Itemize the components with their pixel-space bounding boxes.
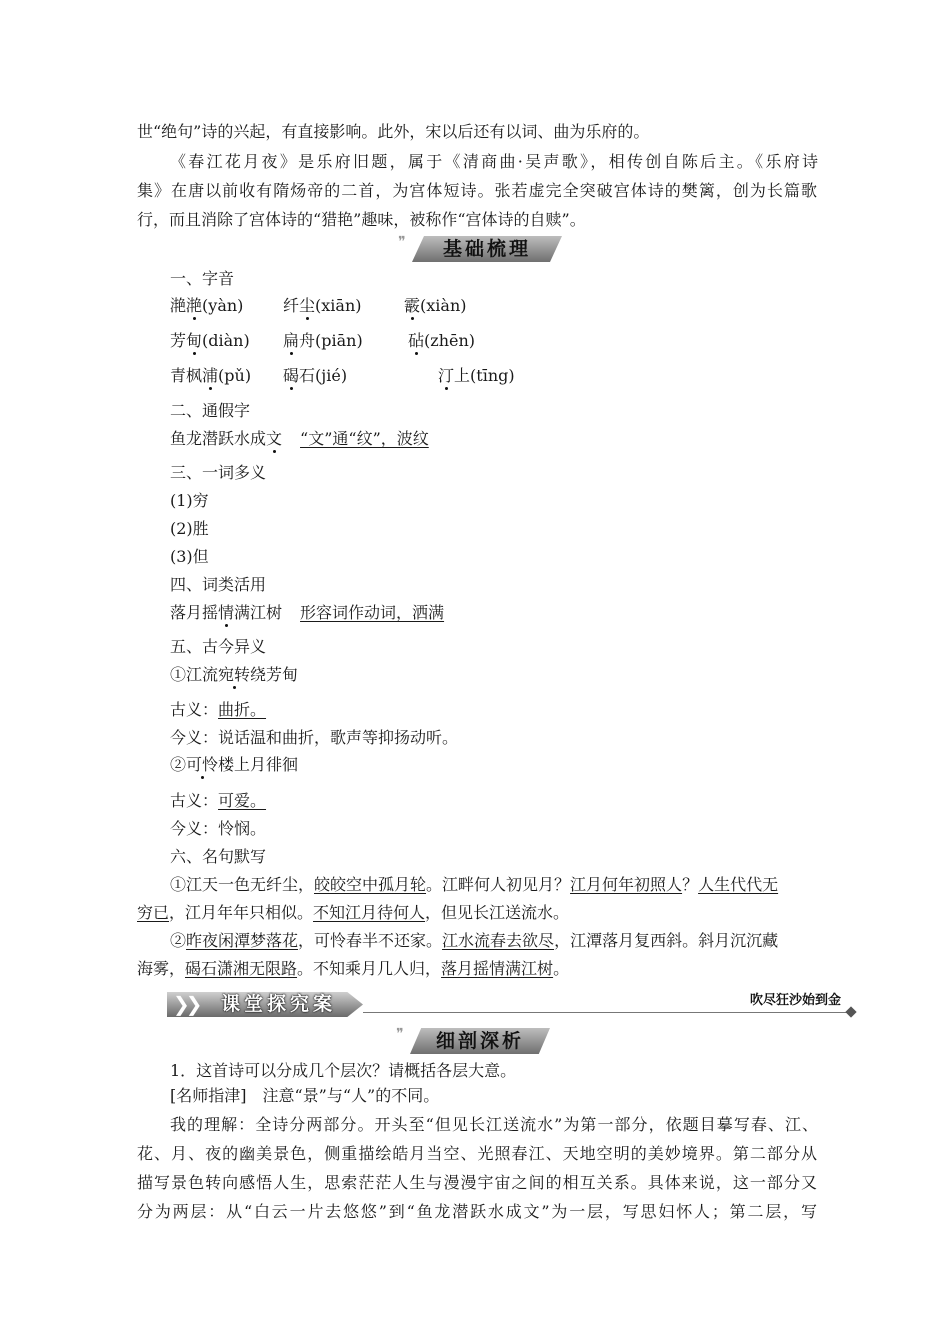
item-text: 鱼龙潜跃水成 [170, 429, 267, 448]
item-text: 绕芳甸 [250, 665, 299, 684]
answer: 形容词作动词，洒满 [300, 603, 445, 622]
dotted-char: 甸 [186, 331, 203, 350]
intro-para-2-line-1: 《春江花月夜》是乐府旧题，属于《清商曲·吴声歌》，相传创自陈后主。《乐府诗 [170, 152, 818, 171]
double-chevron-icon: ❯❯ [173, 992, 199, 1016]
text: ，但见长江送流水。 [425, 903, 570, 922]
answer: 曲折。 [218, 700, 267, 719]
item-text: 青枫 [170, 366, 203, 385]
answer-line-1: 我的理解：全诗分两部分。开头至“但见长江送流水”为第一部分，依题目摹写春、江、 [170, 1115, 818, 1134]
dotted-chars: 宛转 [218, 665, 251, 684]
word-class-item [170, 602, 444, 624]
recitation-line [137, 958, 569, 980]
text: ，可怜春半不还家。 [298, 931, 443, 950]
dotted-char: 霰 [404, 296, 421, 315]
text: 。 [553, 959, 570, 978]
pronunciation-item [283, 365, 347, 387]
section-heading-interchangeable: 二、通假字 [170, 401, 251, 420]
answer: 不知江月待何人 [313, 903, 426, 922]
interchangeable-item [170, 428, 429, 450]
dotted-char: 砧 [408, 331, 425, 350]
dotted-char: 汀 [438, 366, 455, 385]
section-heading-ancient-modern: 五、古今异义 [170, 637, 267, 656]
banner-basics [398, 234, 562, 262]
dotted-char: 浦 [202, 366, 219, 385]
pronunciation-item [404, 295, 466, 317]
text: ？ [682, 875, 699, 894]
quote-mark-icon: ❞ [396, 1026, 404, 1042]
section-bar-slogan: 吹尽狂沙始到金 [749, 993, 841, 1008]
pinyin: (pǔ) [218, 366, 252, 385]
intro-para-2-line-3: 行，而且消除了宫体诗的“猎艳”趣味，被称作“宫体诗的自赎”。 [137, 210, 586, 229]
pronunciation-item [170, 365, 251, 387]
pronunciation-item [170, 295, 243, 317]
ancient-meaning [170, 790, 270, 812]
pronunciation-item [408, 330, 475, 352]
pronunciation-item [438, 365, 515, 387]
text: ，江月年年只相似。 [169, 903, 314, 922]
answer: 落月摇情满江树 [441, 959, 554, 978]
label: 古义： [170, 700, 219, 719]
pronunciation-item [283, 295, 362, 317]
pinyin: (diàn) [202, 331, 250, 350]
text: ①江天一色无纤尘， [170, 875, 315, 894]
pinyin: (tīng) [470, 366, 515, 385]
item-text: 舟 [299, 331, 316, 350]
pinyin: (jié) [315, 366, 348, 385]
polysemy-item: (2)胜 [170, 519, 209, 538]
item-text: 滟 [170, 296, 187, 315]
label: 古义： [170, 791, 219, 810]
text: 。不知乘月几人归， [297, 959, 442, 978]
section-bar-classroom [167, 990, 857, 1020]
section-heading-word-class: 四、词类活用 [170, 575, 267, 594]
teacher-hint: [名师指津] 注意“景”与“人”的不同。 [170, 1086, 440, 1105]
intro-line-1: 世“绝句”诗的兴起，有直接影响。此外，宋以后还有以词、曲为乐府的。 [137, 122, 650, 141]
item-text: 楼上月徘徊 [218, 755, 299, 774]
pronunciation-item [170, 330, 250, 352]
dotted-char: 尘 [299, 296, 316, 315]
item-text: 芳 [170, 331, 187, 350]
answer-line-2: 花、月、夜的幽美景色，侧重描绘皓月当空、光照春江、天地空明的美妙境界。第二部分从 [137, 1144, 817, 1163]
text: 。江畔何人初见月？ [426, 875, 571, 894]
polysemy-item: (3)但 [170, 547, 209, 566]
pinyin: (piān) [315, 331, 363, 350]
dotted-char: 滟 [186, 296, 203, 315]
section-bar-rule [363, 1012, 847, 1013]
answer: 碣石潇湘无限路 [185, 959, 298, 978]
answer-line-3: 描写景色转向感悟人生，思索茫茫人生与漫漫宇宙之间的相互关系。具体来说，这一部分又 [137, 1173, 817, 1192]
section-bar-title: 课堂探究案 [221, 993, 337, 1015]
diamond-icon [845, 1006, 856, 1017]
item-text: 纤 [283, 296, 300, 315]
pinyin: (xiān) [315, 296, 362, 315]
answer: 可爱。 [218, 791, 267, 810]
answer: 昨夜闲潭梦落花 [186, 931, 299, 950]
item-text: 石 [299, 366, 316, 385]
banner-title: 基础梳理 [442, 238, 531, 260]
answer: 人生代代无 [698, 875, 779, 894]
dotted-char: 情 [218, 603, 235, 622]
item-text: 满江树 [234, 603, 283, 622]
intro-para-2-line-2: 集》在唐以前收有隋炀帝的二首，为宫体短诗。张若虚完全突破宫体诗的樊篱，创为长篇歌 [137, 181, 817, 200]
modern-meaning: 今义：说话温和曲折，歌声等抑扬动听。 [170, 728, 459, 747]
item-text: 落月摇 [170, 603, 219, 622]
section-heading-recitation: 六、名句默写 [170, 847, 267, 866]
pinyin: (yàn) [202, 296, 244, 315]
dotted-char: 碣 [283, 366, 300, 385]
text: ，江潭落月复西斜。斜月沉沉藏 [554, 931, 779, 950]
answer: 皎皎空中孤月轮 [314, 875, 427, 894]
answer: “文”通“纹”，波纹 [300, 429, 429, 448]
section-heading-polysemy: 三、一词多义 [170, 463, 267, 482]
answer: 江水流春去欲尽 [442, 931, 555, 950]
section-heading-pronunciation: 一、字音 [170, 269, 235, 288]
pinyin: (zhēn) [424, 331, 476, 350]
answer-line-4: 分为两层：从“白云一片去悠悠”到“鱼龙潜跃水成文”为一层，写思妇怀人；第二层，写 [137, 1202, 817, 1221]
banner-title: 细剖深析 [435, 1030, 524, 1052]
ancient-meaning [170, 699, 270, 721]
ancient-modern-item [170, 754, 298, 776]
dotted-chars: 可怜 [186, 755, 219, 774]
modern-meaning: 今义：怜悯。 [170, 819, 267, 838]
banner-analysis [396, 1026, 550, 1054]
item-text: 上 [454, 366, 471, 385]
recitation-line [170, 930, 778, 952]
question: 1．这首诗可以分成几个层次？请概括各层大意。 [170, 1061, 517, 1080]
ancient-modern-item [170, 664, 298, 686]
item-text: ①江流 [170, 665, 219, 684]
polysemy-item: (1)穷 [170, 491, 209, 510]
quote-mark-icon: ❞ [398, 234, 406, 250]
dotted-char: 扁 [283, 331, 300, 350]
recitation-line [137, 902, 569, 924]
pinyin: (xiàn) [420, 296, 467, 315]
answer: 江月何年初照人 [570, 875, 683, 894]
pronunciation-item [283, 330, 363, 352]
item-text: ② [170, 755, 187, 774]
dotted-char: 文 [266, 429, 283, 448]
text: ② [170, 931, 187, 950]
answer: 穷已 [137, 903, 170, 922]
text: 海雾， [137, 959, 186, 978]
recitation-line [170, 874, 778, 896]
